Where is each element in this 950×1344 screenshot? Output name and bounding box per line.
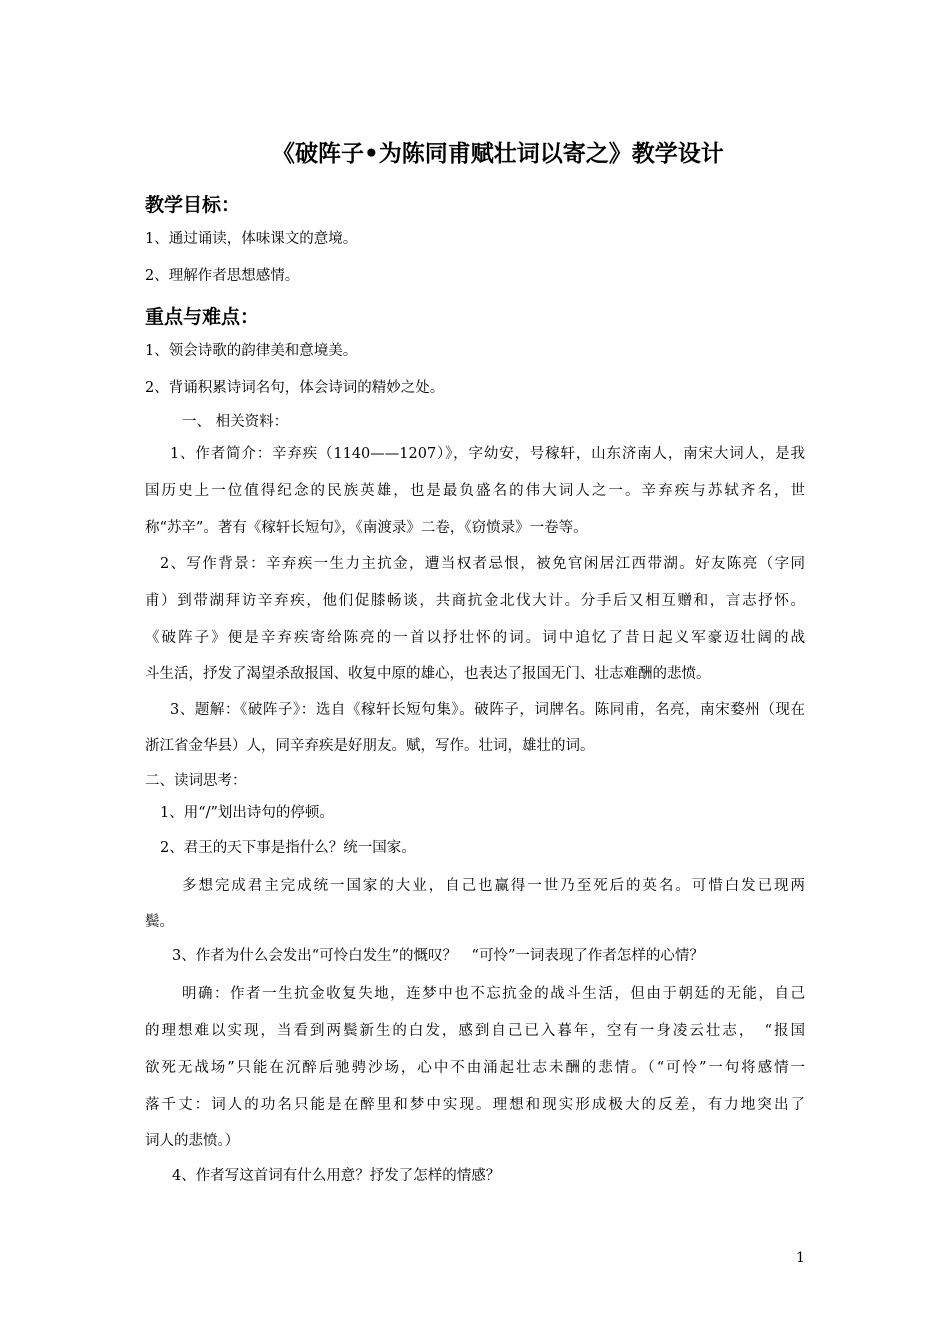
question-4: 4、作者写这首词有什么用意？抒发了怎样的情感？ bbox=[172, 1168, 501, 1184]
question-3: 3、作者为什么会发出“可怜白发生”的慨叹？ “可怜”一词表现了作者怎样的心情？ bbox=[172, 948, 704, 964]
answer-3-line: 落千丈：词人的功名只能是在醉里和梦中实现。理想和现实形成极大的反差，有力地突出了 bbox=[145, 1097, 805, 1113]
title-explain-line: 浙江省金华县）人，同辛弃疾是好朋友。赋，写作。壮词，雄壮的词。 bbox=[145, 738, 595, 754]
answer-3-line: 词人的悲愤。） bbox=[145, 1133, 240, 1149]
document-title: 《破阵子•为陈同甫赋壮词以寄之》教学设计 bbox=[272, 141, 724, 167]
key-point-item: 1、领会诗歌的韵律美和意境美。 bbox=[145, 343, 358, 359]
title-explain-line: 3、题解：《破阵子》：选自《稼轩长短句集》。破阵子，词牌名。陈同甫，名亮，南宋婺州（现在 bbox=[170, 702, 805, 718]
goal-item: 1、通过诵读，体味课文的意境。 bbox=[145, 231, 358, 247]
author-intro-line: 称“苏辛”。著有《稼轩长短句》，《南渡录》二卷，《窃愤录》一卷等。 bbox=[145, 520, 588, 536]
answer-3-line: 的理想难以实现，当看到两鬓新生的白发，感到自己已入暮年，空有一身凌云壮志， “报国 bbox=[145, 1023, 805, 1039]
answer-3-line: 欲死无战场”只能在沉醉后驰骋沙场，心中不由涌起壮志未酬的悲情。（“可怜”一句将感情一 bbox=[145, 1060, 805, 1076]
question-2: 2、君王的天下事是指什么？统一国家。 bbox=[160, 840, 416, 856]
section1-heading: 一、 相关资料： bbox=[182, 414, 289, 430]
answer-2-line: 多想完成君主完成统一国家的大业，自己也赢得一世乃至死后的英名。可惜白发已现两 bbox=[182, 878, 805, 894]
author-intro-line: 1、作者简介：辛弃疾（1140——1207）》，字幼安，号稼轩，山东济南人，南宋大词人，是我 bbox=[170, 446, 805, 462]
answer-2-line: 鬓。 bbox=[145, 914, 174, 930]
goal-item: 2、理解作者思想感情。 bbox=[145, 268, 300, 284]
background-line: 斗生活，抒发了渴望杀敌报国、收复中原的雄心，也表达了报国无门、壮志难酬的悲愤。 bbox=[145, 666, 711, 682]
background-line: 《破阵子》便是辛弃疾寄给陈亮的一首以抒壮怀的词。词中追忆了昔日起义军豪迈壮阔的战 bbox=[145, 630, 805, 646]
page-number: 1 bbox=[796, 1250, 805, 1266]
key-points-heading: 重点与难点： bbox=[145, 306, 260, 328]
author-intro-line: 国历史上一位值得纪念的民族英雄，也是最负盛名的伟大词人之一。辛弃疾与苏轼齐名，世 bbox=[145, 483, 805, 499]
section2-heading: 二、读词思考： bbox=[145, 773, 247, 789]
answer-3-line: 明确：作者一生抗金收复失地，连梦中也不忘抗金的战斗生活，但由于朝廷的无能，自己 bbox=[182, 986, 805, 1002]
key-point-item: 2、背诵积累诗词名句，体会诗词的精妙之处。 bbox=[145, 380, 445, 396]
goals-heading: 教学目标： bbox=[145, 194, 241, 216]
background-line: 甫）到带湖拜访辛弃疾，他们促膝畅谈，共商抗金北伐大计。分手后又相互赠和，言志抒怀。 bbox=[145, 593, 805, 609]
question-1: 1、用“/”划出诗句的停顿。 bbox=[160, 805, 334, 821]
background-line: 2、写作背景：辛弃疾一生力主抗金，遭当权者忌恨，被免官闲居江西带湖。好友陈亮（字同 bbox=[160, 556, 805, 572]
